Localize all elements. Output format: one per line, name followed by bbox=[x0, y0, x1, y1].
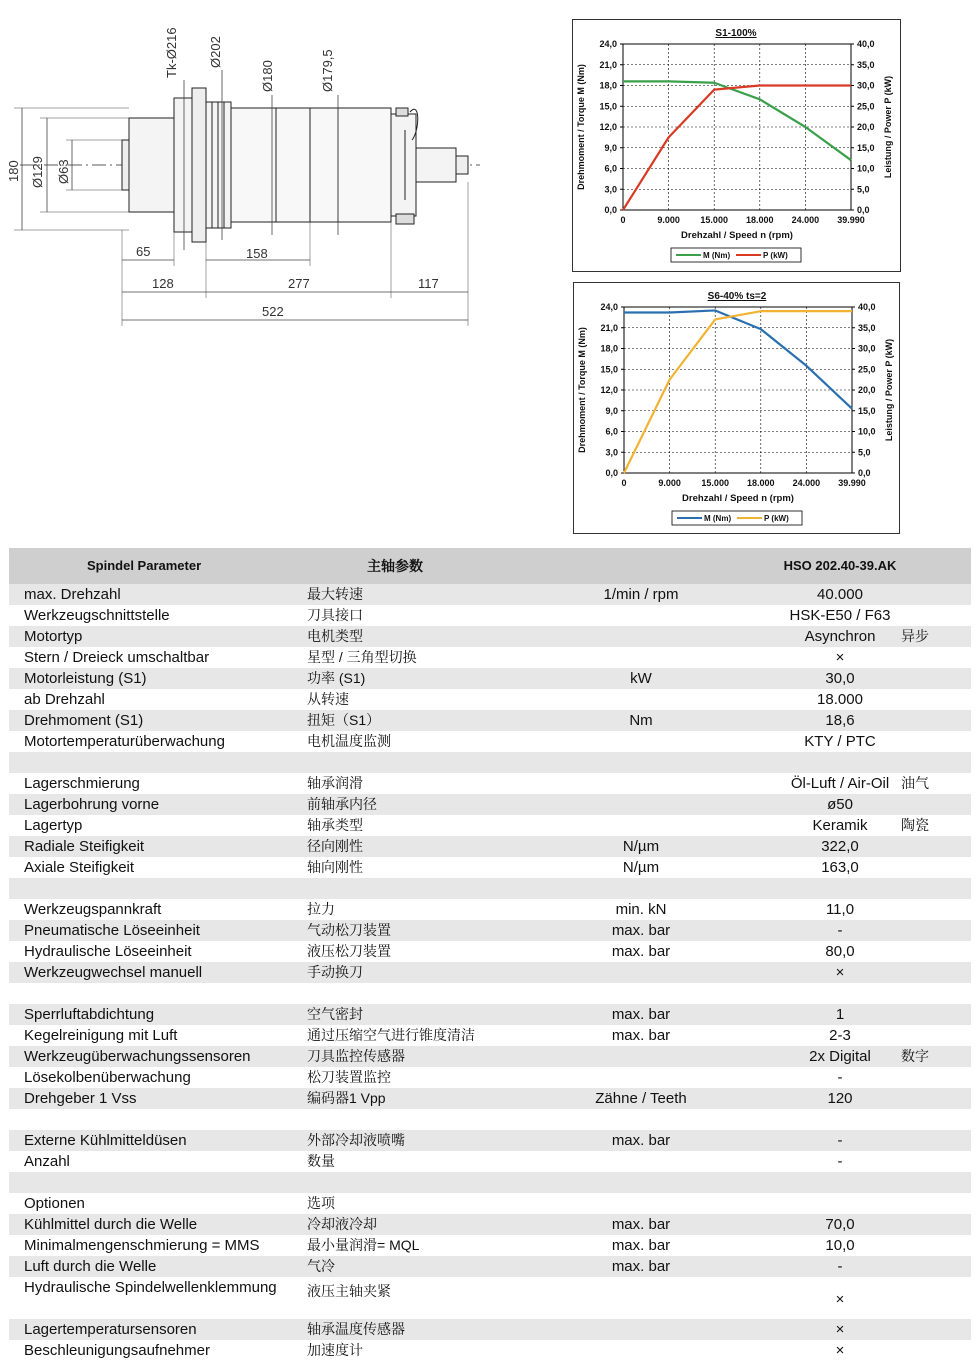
param-name-de: Motortemperaturüberwachung bbox=[24, 733, 225, 750]
dim-179-5: Ø179,5 bbox=[320, 49, 335, 92]
table-row bbox=[9, 1004, 971, 1025]
param-name-de: Werkzeugspannkraft bbox=[24, 901, 162, 918]
param-value: Keramik bbox=[812, 817, 868, 834]
param-value: 10,0 bbox=[825, 1237, 855, 1254]
y-tick-left: 18,0 bbox=[600, 343, 618, 354]
param-name-cn: 刀具监控传感器 bbox=[307, 1048, 405, 1064]
param-name-cn: 通过压缩空气进行锥度清洁 bbox=[307, 1027, 475, 1043]
param-value: Asynchron bbox=[804, 628, 876, 645]
table-row bbox=[9, 1235, 971, 1256]
y-tick-left: 24,0 bbox=[599, 39, 617, 49]
param-unit: 1/min / rpm bbox=[603, 586, 679, 603]
table-row bbox=[9, 1067, 971, 1088]
series-line-torque bbox=[623, 81, 851, 160]
param-value: 70,0 bbox=[825, 1216, 855, 1233]
param-value: 120 bbox=[827, 1090, 853, 1107]
dim-180-left: 180 bbox=[6, 160, 21, 182]
param-unit: Zähne / Teeth bbox=[595, 1090, 687, 1107]
table-header bbox=[9, 548, 971, 584]
y-tick-left: 9,0 bbox=[604, 142, 617, 153]
table-row bbox=[9, 1172, 971, 1193]
table-row bbox=[9, 878, 971, 899]
table-row bbox=[9, 899, 971, 920]
param-value: × bbox=[835, 1321, 845, 1338]
param-name-de: Motortyp bbox=[24, 628, 83, 645]
table-row bbox=[9, 710, 971, 731]
table-row bbox=[9, 836, 971, 857]
param-name-de: Werkzeugschnittstelle bbox=[24, 607, 170, 624]
param-name-cn: 轴向刚性 bbox=[307, 859, 363, 875]
table-row bbox=[9, 1256, 971, 1277]
table-row bbox=[9, 1046, 971, 1067]
param-value: 2-3 bbox=[829, 1027, 851, 1044]
param-name-cn: 电机类型 bbox=[307, 628, 363, 644]
table-row bbox=[9, 1109, 971, 1130]
spindle-parameter-table bbox=[9, 548, 971, 1361]
param-unit: N/µm bbox=[622, 859, 660, 876]
y-tick-left: 12,0 bbox=[599, 122, 617, 132]
y-tick-right: 35,0 bbox=[857, 59, 875, 70]
param-unit: max. bar bbox=[611, 922, 671, 939]
param-value: - bbox=[837, 1153, 843, 1170]
header-cn: 主轴参数 bbox=[367, 558, 423, 574]
legend-label-power: P (kW) bbox=[763, 251, 788, 260]
table-row bbox=[9, 1214, 971, 1235]
header-de: Spindel Parameter bbox=[87, 558, 202, 573]
param-name-cn: 最小量润滑= MQL bbox=[307, 1237, 420, 1253]
table-row bbox=[9, 584, 971, 605]
table-row bbox=[9, 668, 971, 689]
dim-202: Ø202 bbox=[208, 36, 223, 68]
param-unit: kW bbox=[630, 670, 652, 687]
param-name-cn: 最大转速 bbox=[307, 586, 363, 602]
table-row bbox=[9, 794, 971, 815]
x-tick-label: 24.000 bbox=[792, 478, 821, 488]
param-name-de: Lagertemperatursensoren bbox=[24, 1321, 197, 1338]
param-unit: max. bar bbox=[611, 1027, 671, 1044]
y-tick-left: 0,0 bbox=[604, 205, 617, 215]
param-name-de: Drehmoment (S1) bbox=[24, 712, 144, 729]
x-tick-label: 0 bbox=[621, 478, 627, 488]
param-name-cn: 液压松刀装置 bbox=[307, 943, 391, 959]
param-value: 163,0 bbox=[821, 859, 859, 876]
param-value: 1 bbox=[835, 1006, 845, 1023]
y-axis-label-left: Drehmoment / Torque M (Nm) bbox=[577, 327, 587, 453]
param-name-cn: 刀具接口 bbox=[307, 607, 363, 623]
x-tick-label: 39.990 bbox=[838, 478, 866, 488]
param-value-note: 异步 bbox=[901, 628, 929, 644]
dim-129: Ø129 bbox=[30, 156, 45, 188]
chart-s1-box bbox=[572, 19, 901, 272]
param-name-de: Minimalmengenschmierung = MMS bbox=[24, 1237, 260, 1254]
table-row bbox=[9, 605, 971, 626]
param-name-cn: 松刀装置监控 bbox=[307, 1069, 391, 1085]
dim-65: 65 bbox=[136, 244, 151, 259]
y-tick-left: 3,0 bbox=[605, 447, 618, 458]
param-name-cn: 气冷 bbox=[307, 1258, 335, 1274]
table-row bbox=[9, 773, 971, 794]
header-model: HSO 202.40-39.AK bbox=[783, 558, 897, 573]
param-name-cn: 拉力 bbox=[307, 901, 335, 917]
y-tick-right: 10,0 bbox=[858, 426, 876, 437]
param-value: ø50 bbox=[827, 796, 853, 813]
param-value: 18.000 bbox=[817, 691, 863, 708]
param-value: 80,0 bbox=[825, 943, 855, 960]
param-value: - bbox=[837, 922, 843, 939]
param-name-de: Pneumatische Löseeinheit bbox=[24, 922, 200, 939]
table-row bbox=[9, 920, 971, 941]
table-row bbox=[9, 1319, 971, 1340]
param-name-de: Werkzeugüberwachungssensoren bbox=[24, 1048, 251, 1065]
param-name-de: max. Drehzahl bbox=[24, 586, 121, 603]
y-tick-right: 25,0 bbox=[858, 364, 876, 375]
y-tick-left: 6,0 bbox=[605, 426, 618, 437]
param-name-de: Beschleunigungsaufnehmer bbox=[24, 1342, 210, 1359]
y-tick-left: 6,0 bbox=[604, 163, 617, 174]
dim-522: 522 bbox=[262, 304, 284, 319]
table-row bbox=[9, 647, 971, 668]
param-name-de: Externe Kühlmitteldüsen bbox=[24, 1132, 187, 1149]
param-unit: Nm bbox=[629, 712, 653, 729]
y-tick-right: 10,0 bbox=[857, 163, 875, 174]
table-row bbox=[9, 815, 971, 836]
param-name-de: Lösekolbenüberwachung bbox=[24, 1069, 191, 1086]
param-name-cn: 手动换刀 bbox=[307, 964, 363, 980]
table-row bbox=[9, 731, 971, 752]
param-value: 322,0 bbox=[821, 838, 859, 855]
param-name-cn: 前轴承内径 bbox=[307, 796, 377, 812]
series-line-torque bbox=[624, 310, 852, 408]
param-name-cn: 加速度计 bbox=[307, 1342, 363, 1358]
y-tick-left: 21,0 bbox=[599, 59, 617, 70]
param-name-de: Lagerschmierung bbox=[24, 775, 140, 792]
param-name-de: Kühlmittel durch die Welle bbox=[24, 1216, 198, 1233]
table-row bbox=[9, 1025, 971, 1046]
param-unit: max. bar bbox=[611, 1132, 671, 1149]
param-name-cn: 轴承类型 bbox=[307, 817, 363, 833]
param-unit: max. bar bbox=[611, 1216, 671, 1233]
x-tick-label: 15.000 bbox=[700, 215, 728, 225]
y-tick-left: 15,0 bbox=[600, 364, 618, 375]
table-row bbox=[9, 962, 971, 983]
y-tick-right: 40,0 bbox=[858, 302, 876, 312]
param-value: 18,6 bbox=[825, 712, 855, 729]
x-axis-label: Drehzahl / Speed n (rpm) bbox=[681, 230, 793, 241]
param-value: - bbox=[837, 1258, 843, 1275]
param-name-cn: 功率 (S1) bbox=[307, 670, 366, 686]
param-name-cn: 从转速 bbox=[307, 691, 349, 707]
param-value: HSK-E50 / F63 bbox=[789, 607, 891, 624]
spindle-technical-drawing bbox=[0, 0, 560, 340]
param-name-cn: 轴承温度传感器 bbox=[307, 1321, 405, 1337]
dim-180-top: Ø180 bbox=[260, 60, 275, 92]
param-name-cn: 空气密封 bbox=[307, 1006, 363, 1022]
table-row bbox=[9, 1277, 971, 1319]
legend-label-power: P (kW) bbox=[764, 514, 789, 523]
y-tick-left: 3,0 bbox=[604, 184, 617, 195]
legend-label-torque: M (Nm) bbox=[704, 514, 732, 523]
param-value-note: 数字 bbox=[901, 1048, 929, 1064]
param-unit: min. kN bbox=[615, 901, 667, 918]
y-tick-right: 30,0 bbox=[857, 80, 875, 91]
param-value: 2x Digital bbox=[809, 1048, 871, 1065]
chart-title: S1-100% bbox=[715, 28, 757, 39]
param-name-cn: 编码器1 Vpp bbox=[307, 1090, 386, 1106]
y-tick-right: 15,0 bbox=[858, 405, 876, 416]
y-tick-right: 5,0 bbox=[857, 184, 870, 195]
param-name-cn: 液压主轴夹紧 bbox=[307, 1283, 391, 1299]
param-name-de: ab Drehzahl bbox=[24, 691, 105, 708]
param-name-de: Motorleistung (S1) bbox=[24, 670, 147, 687]
param-value: × bbox=[835, 1342, 845, 1359]
param-name-cn: 径向刚性 bbox=[307, 838, 363, 854]
param-name-cn: 外部冷却液喷嘴 bbox=[307, 1132, 405, 1148]
param-name-cn: 扭矩（S1） bbox=[307, 712, 381, 728]
series-line-power bbox=[624, 311, 852, 473]
y-axis-label-right: Leistung / Power P (kW) bbox=[884, 338, 894, 442]
param-name-de: Luft durch die Welle bbox=[24, 1258, 157, 1275]
y-tick-left: 9,0 bbox=[605, 405, 618, 416]
table-row bbox=[9, 1088, 971, 1109]
param-name-cn: 冷却液冷却 bbox=[307, 1216, 377, 1232]
x-tick-label: 39.990 bbox=[837, 215, 865, 225]
param-value: KTY / PTC bbox=[804, 733, 876, 750]
param-value: Öl-Luft / Air-Oil bbox=[790, 775, 890, 792]
param-name-cn: 数量 bbox=[307, 1153, 335, 1169]
table-row bbox=[9, 983, 971, 1004]
param-name-de: Optionen bbox=[24, 1195, 85, 1212]
y-axis-label-right: Leistung / Power P (kW) bbox=[883, 75, 893, 179]
param-value: 30,0 bbox=[825, 670, 855, 687]
y-tick-right: 5,0 bbox=[858, 447, 871, 458]
param-name-de: Stern / Dreieck umschaltbar bbox=[24, 649, 210, 666]
param-name-de: Radiale Steifigkeit bbox=[24, 838, 145, 855]
y-axis-label-left: Drehmoment / Torque M (Nm) bbox=[576, 64, 586, 190]
y-tick-right: 0,0 bbox=[858, 468, 871, 478]
table-row bbox=[9, 1151, 971, 1172]
y-tick-left: 12,0 bbox=[600, 385, 618, 395]
x-tick-label: 9.000 bbox=[658, 478, 681, 488]
param-unit: N/µm bbox=[622, 838, 660, 855]
y-tick-right: 15,0 bbox=[857, 142, 875, 153]
table-row bbox=[9, 626, 971, 647]
chart-s6-box bbox=[573, 282, 900, 534]
param-name-cn: 星型 / 三角型切换 bbox=[307, 649, 417, 665]
param-name-de: Hydraulische Spindelwellenklemmung bbox=[24, 1279, 277, 1296]
param-name-de: Anzahl bbox=[24, 1153, 70, 1170]
param-value: 40.000 bbox=[817, 586, 863, 603]
y-tick-right: 30,0 bbox=[858, 343, 876, 354]
dim-63: Ø63 bbox=[56, 159, 71, 184]
param-unit: max. bar bbox=[611, 943, 671, 960]
y-tick-right: 20,0 bbox=[857, 122, 875, 132]
x-tick-label: 15.000 bbox=[701, 478, 729, 488]
chart-title: S6-40% ts=2 bbox=[707, 291, 767, 302]
param-name-de: Lagerbohrung vorne bbox=[24, 796, 160, 813]
table-row bbox=[9, 1130, 971, 1151]
y-tick-right: 0,0 bbox=[857, 205, 870, 215]
table-row bbox=[9, 1193, 971, 1214]
legend-label-torque: M (Nm) bbox=[703, 251, 731, 260]
param-name-de: Axiale Steifigkeit bbox=[24, 859, 135, 876]
param-value-note: 油气 bbox=[901, 775, 929, 791]
y-tick-left: 21,0 bbox=[600, 322, 618, 333]
param-name-de: Hydraulische Löseeinheit bbox=[24, 943, 192, 960]
y-tick-left: 24,0 bbox=[600, 302, 618, 312]
param-name-cn: 气动松刀装置 bbox=[307, 922, 391, 938]
param-name-cn: 轴承润滑 bbox=[307, 775, 363, 791]
table-row bbox=[9, 1340, 971, 1361]
table-row bbox=[9, 752, 971, 773]
x-axis-label: Drehzahl / Speed n (rpm) bbox=[682, 493, 794, 504]
table-row bbox=[9, 689, 971, 710]
param-name-cn: 电机温度监测 bbox=[307, 733, 391, 749]
x-tick-label: 24.000 bbox=[791, 215, 820, 225]
dim-117: 117 bbox=[418, 276, 439, 291]
param-name-de: Kegelreinigung mit Luft bbox=[24, 1027, 178, 1044]
y-tick-right: 35,0 bbox=[858, 322, 876, 333]
y-tick-right: 40,0 bbox=[857, 39, 875, 49]
param-value: × bbox=[835, 1291, 845, 1308]
y-tick-right: 20,0 bbox=[858, 385, 876, 395]
dim-158: 158 bbox=[246, 246, 268, 261]
param-name-de: Drehgeber 1 Vss bbox=[24, 1090, 137, 1107]
chart-s6 bbox=[574, 283, 899, 533]
param-value: 11,0 bbox=[825, 901, 855, 918]
param-name-de: Werkzeugwechsel manuell bbox=[24, 964, 203, 981]
x-tick-label: 0 bbox=[620, 215, 626, 225]
param-name-de: Sperrluftabdichtung bbox=[24, 1006, 155, 1023]
table-row bbox=[9, 941, 971, 962]
dim-277: 277 bbox=[288, 276, 310, 291]
param-value: - bbox=[837, 1132, 843, 1149]
param-unit: max. bar bbox=[611, 1006, 671, 1023]
x-tick-label: 18.000 bbox=[747, 478, 775, 488]
param-unit: max. bar bbox=[611, 1237, 671, 1254]
param-name-de: Lagertyp bbox=[24, 817, 83, 834]
param-value-note: 陶瓷 bbox=[901, 817, 929, 833]
y-tick-left: 15,0 bbox=[599, 101, 617, 112]
param-value: × bbox=[835, 649, 845, 666]
y-tick-right: 25,0 bbox=[857, 101, 875, 112]
table-row bbox=[9, 857, 971, 878]
dim-tk-216: Tk-Ø216 bbox=[164, 27, 179, 78]
param-value: - bbox=[837, 1069, 843, 1086]
x-tick-label: 18.000 bbox=[746, 215, 774, 225]
dim-128: 128 bbox=[152, 276, 174, 291]
y-tick-left: 18,0 bbox=[599, 80, 617, 91]
chart-s1 bbox=[573, 20, 900, 271]
param-unit: max. bar bbox=[611, 1258, 671, 1275]
param-name-cn: 选项 bbox=[307, 1195, 335, 1211]
param-value: × bbox=[835, 964, 845, 981]
x-tick-label: 9.000 bbox=[657, 215, 680, 225]
y-tick-left: 0,0 bbox=[605, 468, 618, 478]
